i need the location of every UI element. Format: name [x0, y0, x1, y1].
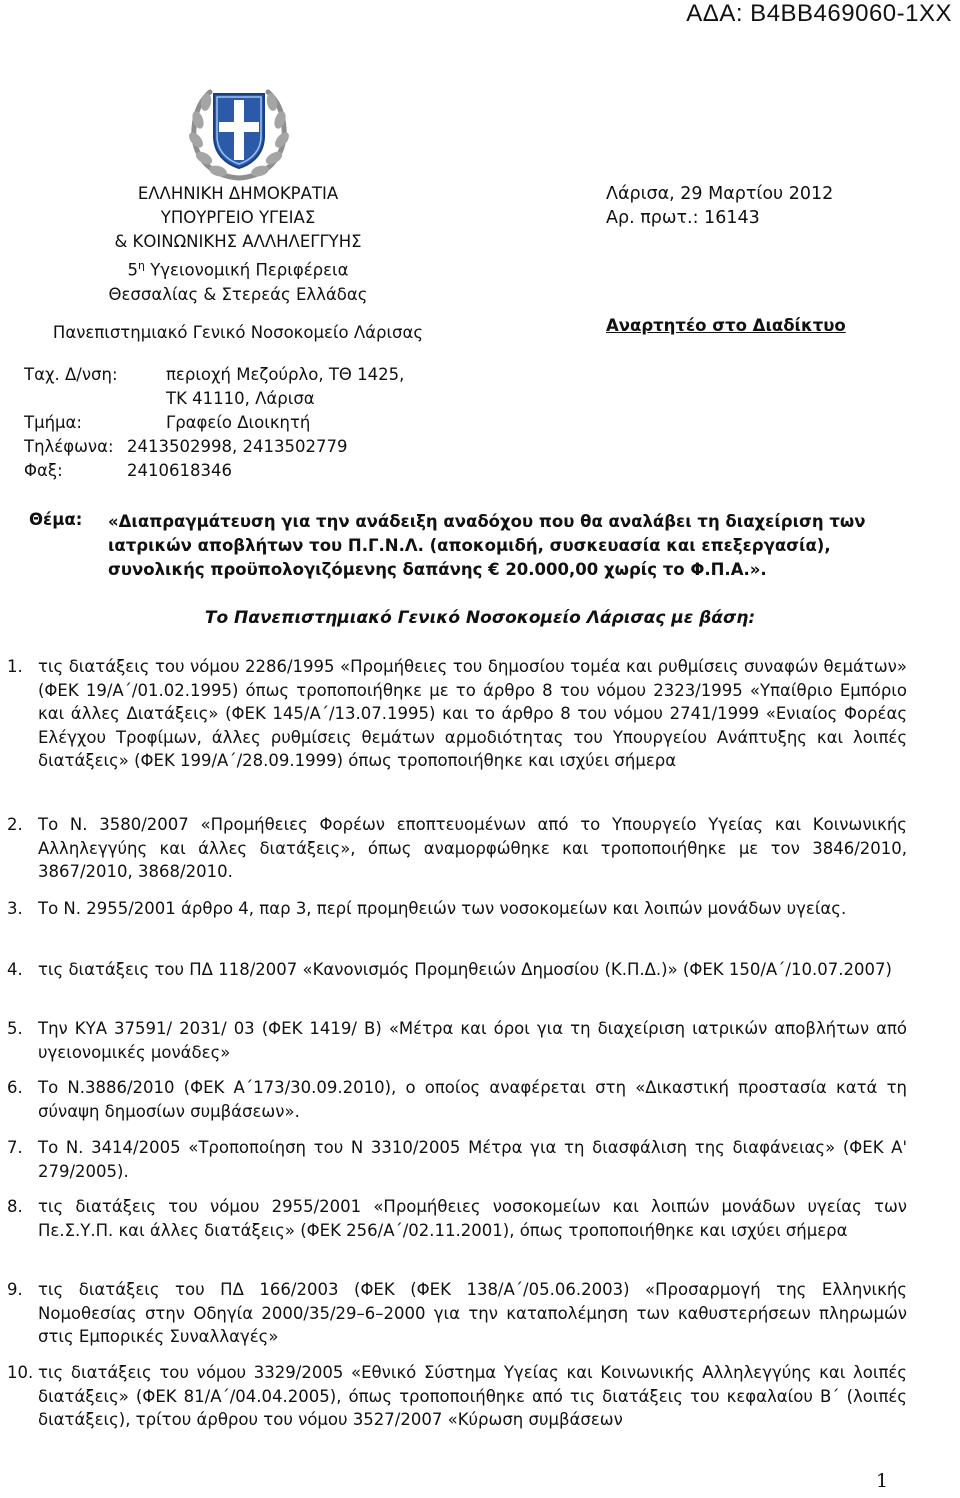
header-line-1: ΕΛΛΗΝΙΚΗ ΔΗΜΟΚΡΑΤΙΑ	[137, 184, 339, 203]
header-line-2: ΥΠΟΥΡΓΕΙΟ ΥΓΕΙΑΣ	[160, 208, 316, 227]
header-line-3: & ΚΟΙΝΩΝΙΚΗΣ ΑΛΛΗΛΕΓΓΥΗΣ	[114, 232, 362, 251]
hospital-name: Πανεπιστημιακό Γενικό Νοσοκομείο Λάρισας	[52, 323, 424, 342]
legal-basis-item-10	[7, 1361, 907, 1432]
item-text: τις διατάξεις του νόμου 2955/2001 «Προμήθειες νοσοκομείων και λοιπών μονάδων υγείας των Πε.Σ.Υ.Π. και άλλες διατάξεις» (ΦΕΚ 256/Α΄/02.11.2001), όπως τροποποιήθηκε και ισχύει σήμερα	[38, 1197, 907, 1240]
legal-basis-item-3	[7, 897, 907, 921]
item-text: Το Ν. 3414/2005 «Τροποποίηση του Ν 3310/2005 Μέτρα για τη διασφάλιση της διαφάνειας» (ΦΕΚ Α' 279/2005).	[38, 1138, 907, 1181]
legal-basis-item-4	[7, 958, 907, 982]
item-number: 7.	[7, 1138, 23, 1157]
address-line-1: περιοχή Μεζούρλο, ΤΘ 1425,	[166, 365, 405, 384]
web-posting-note: Αναρτητέο στο Διαδίκτυο	[606, 316, 846, 335]
item-number: 10.	[7, 1363, 34, 1382]
fax-label: Φαξ:	[24, 461, 63, 480]
protocol-number: Αρ. πρωτ.: 16143	[606, 208, 760, 228]
document-date: Λάρισα, 29 Μαρτίου 2012	[606, 184, 834, 204]
page-number: 1	[876, 1470, 889, 1492]
item-text: τις διατάξεις του ΠΔ 118/2007 «Κανονισμός Προμηθειών Δημοσίου (Κ.Π.Δ.)» (ΦΕΚ 150/Α΄/10.07.2007)	[38, 960, 892, 979]
item-text: Την ΚΥΑ 37591/ 2031/ 03 (ΦΕΚ 1419/ Β) «Μέτρα και όροι για τη διαχείριση ιατρικών αποβλήτων από υγειονομικές μονάδες»	[38, 1019, 907, 1062]
contact-block	[24, 363, 474, 483]
address-line-2: ΤΚ 41110, Λάρισα	[166, 389, 315, 408]
legal-basis-item-8	[7, 1195, 907, 1242]
header-line-5: Θεσσαλίας & Στερεάς Ελλάδας	[108, 284, 368, 304]
phone-label: Τηλέφωνα:	[24, 437, 114, 456]
item-number: 3.	[7, 899, 23, 918]
item-text: τις διατάξεις του νόμου 2286/1995 «Προμήθειες του δημοσίου τομέα και ρυθμίσεις συναφών θεμάτων» (ΦΕΚ 19/Α΄/01.02.1995) όπως τροποποιήθηκε με το άρθρο 8 του νόμου 2323/1995 «Υπαίθριο Εμπόριο και άλλες Διατάξεις» (ΦΕΚ 145/Α΄/13.07.1995) και το άρθρο 8 του νόμου 2741/1999 «Ενιαίος Φορέας Ελέγχου Τροφίμων, άλλες ρυθμίσεις θεμάτων αρμοδιότητας του Υπουργείου Ανάπτυξης και λοιπές διατάξεις» (ΦΕΚ 199/Α΄/28.09.1999) όπως τροποποιήθηκε και ισχύει σήμερα	[38, 657, 907, 770]
fax-value: 2410618346	[127, 461, 232, 480]
subject-text: «Διαπραγμάτευση για την ανάδειξη αναδόχου που θα αναλάβει τη διαχείριση των ιατρικών αποβλήτων του Π.Γ.Ν.Λ. (αποκομιδή, συσκευασία και επεξεργασία), συνολικής προϋπολογιζόμενης δαπάνης € 20.000,00 χωρίς το Φ.Π.Α.».	[108, 512, 866, 579]
item-number: 2.	[7, 815, 23, 834]
item-number: 8.	[7, 1197, 23, 1216]
department-label: Τμήμα:	[24, 413, 82, 432]
date-protocol-block	[606, 182, 833, 230]
address-label: Ταχ. Δ/νση:	[24, 365, 118, 384]
phone-value: 2413502998, 2413502779	[127, 437, 348, 456]
legal-basis-item-7	[7, 1136, 907, 1183]
legal-basis-item-1	[7, 655, 907, 773]
item-text: Το Ν. 2955/2001 άρθρο 4, παρ 3, περί προμηθειών των νοσοκομείων και λοιπών μονάδων υγείας.	[38, 899, 847, 918]
department-value: Γραφείο Διοικητή	[166, 413, 311, 432]
greek-state-emblem-icon	[186, 80, 292, 184]
legal-basis-item-9	[7, 1278, 907, 1349]
item-number: 1.	[7, 657, 23, 676]
header-line-4: $5^\eta$ Υγειονομική Περιφέρεια	[127, 259, 349, 280]
item-text: Το Ν.3886/2010 (ΦΕΚ Α΄173/30.09.2010), ο οποίος αναφέρεται στη «Δικαστική προστασία κατά τη σύναψη δημοσίων συμβάσεων».	[38, 1078, 907, 1121]
legal-basis-item-5	[7, 1017, 907, 1064]
basis-heading: Το Πανεπιστημιακό Γενικό Νοσοκομείο Λάρισας με βάση:	[204, 608, 756, 628]
item-number: 6.	[7, 1078, 23, 1097]
subject-label: Θέμα:	[29, 510, 83, 529]
legal-basis-item-2	[7, 813, 907, 884]
item-text: Το Ν. 3580/2007 «Προμήθειες Φορέων εποπτευομένων από το Υπουργείο Υγείας και Κοινωνικής Αλληλεγγύης και άλλες διατάξεις», όπως αναμορφώθηκε και τροποποιήθηκε με τον 3846/2010, 3867/2010, 3868/2010.	[38, 815, 907, 881]
item-text: τις διατάξεις του νόμου 3329/2005 «Εθνικό Σύστημα Υγείας και Κοινωνικής Αλληλεγγύης και λοιπές διατάξεις» (ΦΕΚ 81/Α΄/04.04.2005), όπως τροποποιήθηκε από τις διατάξεις του κεφαλαίου Β΄ (λοιπές διατάξεις), τρίτου άρθρου του νόμου 3527/2007 «Κύρωση συμβάσεων	[38, 1363, 907, 1429]
ada-code: ΑΔΑ: Β4ΒΒ469060-1ΧΧ	[686, 0, 952, 27]
item-number: 9.	[7, 1280, 23, 1299]
legal-basis-item-6	[7, 1076, 907, 1123]
ministry-header	[28, 182, 448, 307]
item-number: 4.	[7, 960, 23, 979]
item-number: 5.	[7, 1019, 23, 1038]
item-text: τις διατάξεις του ΠΔ 166/2003 (ΦΕΚ (ΦΕΚ 138/Α΄/05.06.2003) «Προσαρμογή της Ελληνικής Νομοθεσίας στην Οδηγία 2000/35/29–6–2000 για την καταπολέμηση των καθυστερήσεων πληρωμών στις Εμπορικές Συναλλαγές»	[38, 1280, 907, 1346]
